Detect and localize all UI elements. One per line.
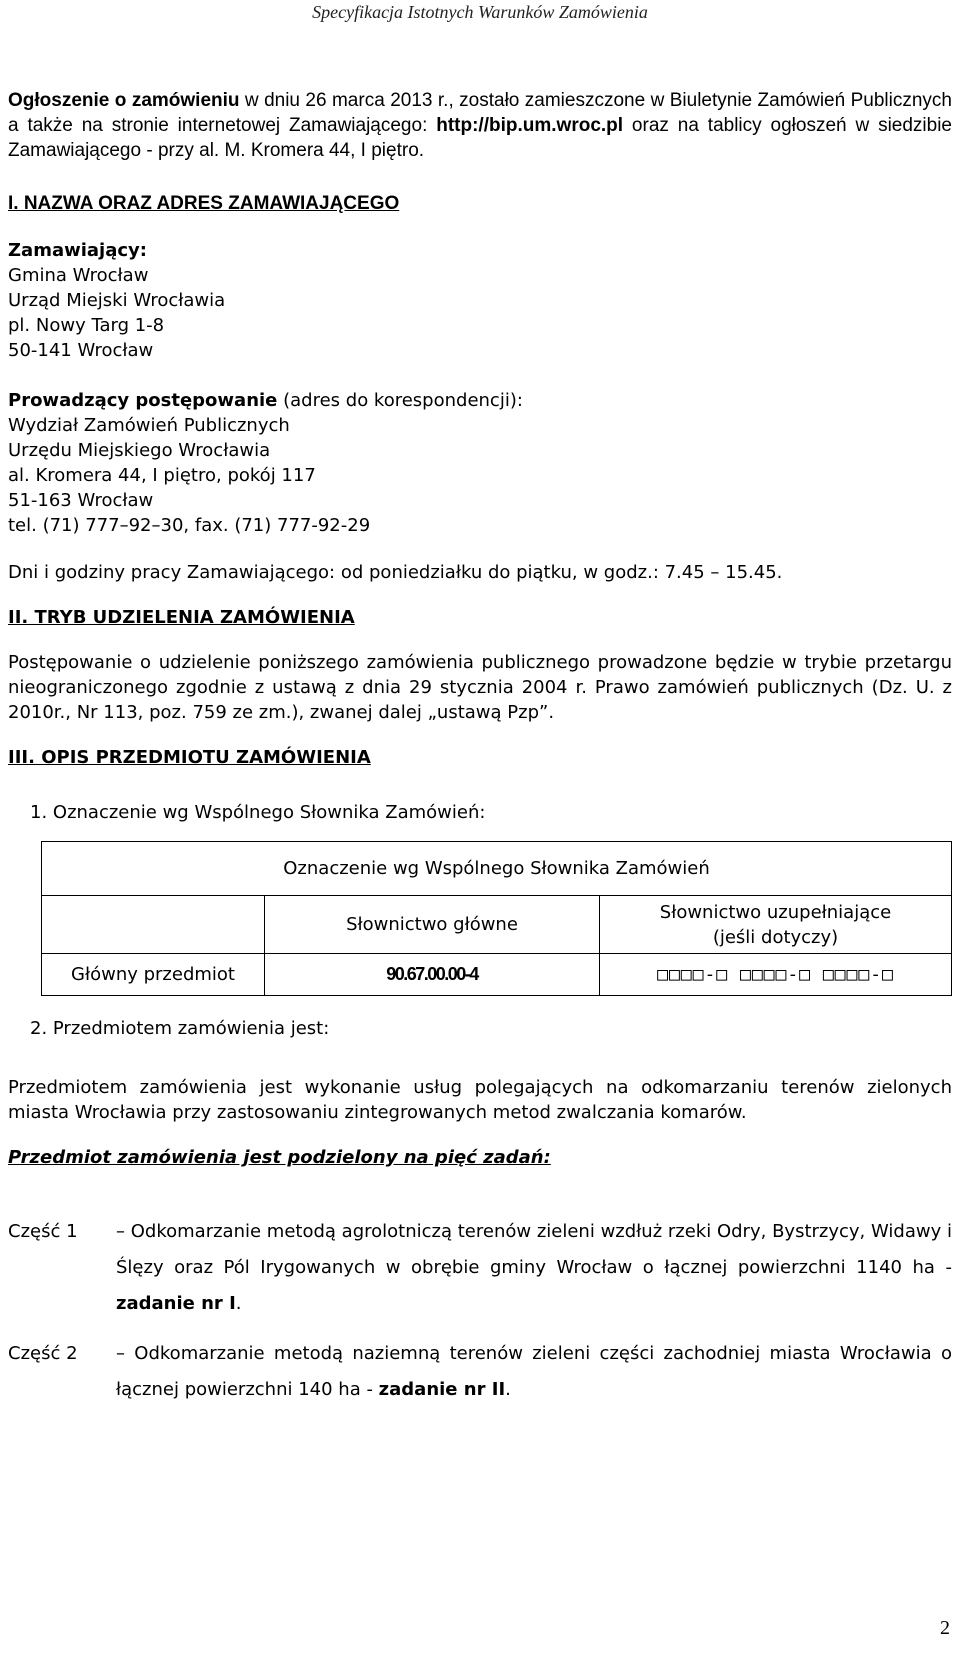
intro-text: w dniu 26 marca 2013 r., zostało zamieszczone w Biuletynie Zamówień Publicznych a także na stronie internetowej Zamawiającego: [8, 90, 952, 136]
working-hours: Dni i godziny pracy Zamawiającego: od poniedziałku do piątku, w godz.: 7.45 – 15.45. [8, 562, 783, 583]
cpv-main-code: 90.67.00.00-4 [265, 954, 600, 996]
task-part-2 [8, 1336, 952, 1408]
item-1: 1. Oznaczenie wg Wspólnego Słownika Zamówień: [30, 802, 486, 823]
task-part-description: – Odkomarzanie metodą naziemną terenów zieleni części zachodniej miasta Wrocławia o łącznej powierzchni 140 ha - [116, 1343, 952, 1400]
task-part-label: Część 2 [8, 1343, 78, 1364]
cpv-supp-codes: □□□□-□ □□□□-□ □□□□-□ [600, 954, 952, 996]
intro-text-2: oraz na tablicy ogłoszeń w siedzibie Zamawiającego - przy al. M. Kromera 44, I piętro. [8, 115, 952, 161]
division-note: Przedmiot zamówienia jest podzielony na pięć zadań: [8, 1147, 551, 1168]
cpv-row-label: Główny przedmiot [42, 954, 265, 996]
address-line: Gmina Wrocław [8, 265, 149, 286]
task-part-text [116, 1336, 952, 1408]
task-part-description: – Odkomarzanie metodą agrolotniczą terenów zieleni wzdłuż rzeki Odry, Bystrzycy, Widawy i Ślęzy oraz Pól Irygowanych w obrębie gminy Wrocław o łącznej powierzchni 1140 ha - [116, 1221, 952, 1278]
document-body [8, 88, 952, 1408]
bip-link[interactable]: http://bip.um.wroc.pl [436, 115, 624, 136]
page-number: 2 [940, 1617, 950, 1639]
section-2-heading: II. TRYB UDZIELENIA ZAMÓWIENIA [8, 607, 355, 628]
cpv-col-supplementary [600, 896, 952, 954]
address-line: pl. Nowy Targ 1-8 [8, 315, 165, 336]
task-number: zadanie nr I [116, 1293, 236, 1314]
address-line: Wydział Zamówień Publicznych [8, 415, 290, 436]
address-line: Urząd Miejski Wrocławia [8, 290, 226, 311]
procedure-manager [8, 388, 952, 538]
procedure-mode-text: Postępowanie o udzielenie poniższego zamówienia publicznego prowadzone będzie w trybie przetargu nieograniczonego zgodnie z ustawą z dnia 29 stycznia 2004 r. Prawo zamówień publicznych (Dz. U. z 2010r., Nr 113, poz. 759 ze zm.), zwanej dalej „ustawą Pzp”. [8, 652, 952, 723]
cpv-col-main: Słownictwo główne [265, 896, 600, 954]
page-header: Specyfikacja Istotnych Warunków Zamówienia [312, 2, 648, 22]
task-part-label: Część 1 [8, 1221, 78, 1242]
contracting-authority [8, 238, 952, 363]
address-line: 50-141 Wrocław [8, 340, 154, 361]
cpv-col-supp-line2: (jeśli dotyczy) [712, 926, 839, 948]
task-part-end: . [505, 1379, 511, 1400]
cpv-table-title: Oznaczenie wg Wspólnego Słownika Zamówień [42, 842, 952, 896]
address-line: Urzędu Miejskiego Wrocławia [8, 440, 271, 461]
task-part-1 [8, 1214, 952, 1322]
address-line: 51-163 Wrocław [8, 490, 154, 511]
announcement-label: Ogłoszenie o zamówieniu [8, 90, 240, 111]
procedure-manager-suffix: (adres do korespondencji): [277, 390, 523, 411]
phone-fax: tel. (71) 777–92–30, fax. (71) 777-92-29 [8, 515, 371, 536]
item-2: 2. Przedmiotem zamówienia jest: [30, 1018, 330, 1039]
task-part-end: . [235, 1293, 242, 1314]
task-number: zadanie nr II [378, 1379, 506, 1400]
section-1-heading: I. NAZWA ORAZ ADRES ZAMAWIAJĄCEGO [8, 193, 400, 214]
cpv-table [41, 841, 952, 996]
section-3-heading: III. OPIS PRZEDMIOTU ZAMÓWIENIA [8, 747, 371, 768]
intro-paragraph [8, 88, 952, 163]
address-line: al. Kromera 44, I piętro, pokój 117 [8, 465, 316, 486]
cpv-empty-cell [42, 896, 265, 954]
task-part-text [116, 1214, 952, 1322]
procedure-manager-label: Prowadzący postępowanie [8, 390, 278, 411]
subject-description: Przedmiotem zamówienia jest wykonanie usług polegających na odkomarzaniu terenów zielonych miasta Wrocławia przy zastosowaniu zintegrowanych metod zwalczania komarów. [8, 1077, 952, 1123]
contracting-authority-label: Zamawiający: [8, 240, 147, 261]
cpv-col-supp-line1: Słownictwo uzupełniające [659, 901, 892, 923]
